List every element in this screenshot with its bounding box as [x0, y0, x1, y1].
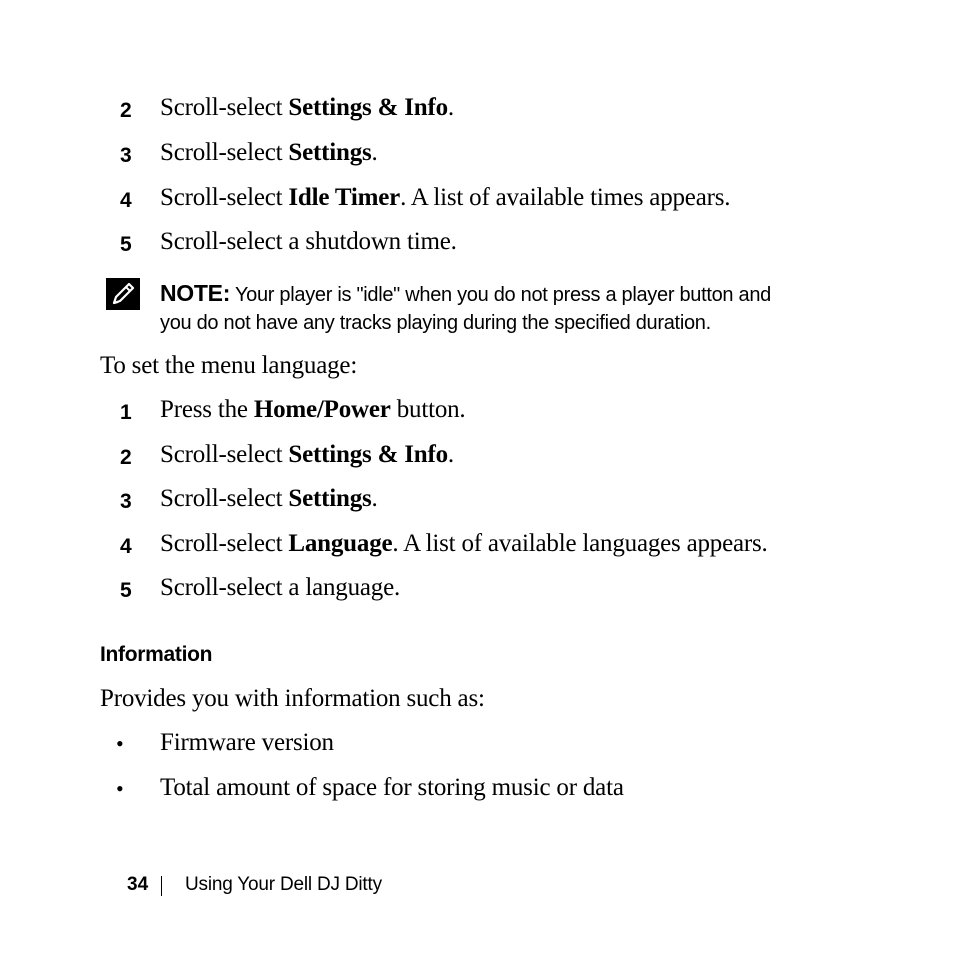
step-menu-item: Settings	[288, 139, 372, 166]
step-select-settings	[0, 139, 954, 173]
step-number: 4	[120, 189, 132, 212]
step-text-end: .	[371, 485, 378, 512]
step-text: Press the	[160, 396, 254, 423]
step-text: Scroll-select	[160, 184, 289, 211]
note-line-2	[160, 312, 711, 335]
bullet-text: Firmware version	[160, 729, 334, 756]
step-number: 2	[120, 446, 132, 469]
step-text: Scroll-select	[160, 139, 289, 166]
step-select-settings-info	[0, 94, 954, 128]
step-button-name: Home/Power	[253, 396, 391, 423]
note-pencil-icon	[106, 278, 140, 310]
step-select-shutdown-time	[0, 228, 954, 262]
step-text-end: button.	[390, 396, 466, 423]
footer-title: Using Your Dell DJ Ditty	[185, 874, 382, 895]
step-number: 5	[120, 579, 132, 602]
note-label: NOTE:	[160, 280, 231, 306]
step-menu-item: Language	[288, 530, 393, 557]
step-text-end: .	[371, 139, 378, 166]
step-menu-item: Settings & Info	[288, 94, 448, 121]
step-menu-item: Settings	[288, 485, 372, 512]
page-number: 34	[127, 874, 149, 895]
note-text-2: you do not have any tracks playing during the specified duration.	[160, 312, 711, 334]
step-menu-item: Settings & Info	[288, 441, 448, 468]
bullet-text: Total amount of space for storing music or data	[160, 774, 624, 801]
step-number: 1	[120, 401, 132, 424]
section-heading-information: Information	[100, 643, 213, 666]
step-number: 4	[120, 535, 132, 558]
step-text: Scroll-select a shutdown time.	[160, 228, 457, 255]
step-text-end: .	[447, 94, 454, 121]
language-intro: To set the menu language:	[100, 352, 358, 379]
step-select-idle-timer	[0, 184, 954, 218]
step-press-home-power	[0, 396, 954, 430]
step-number: 5	[120, 233, 132, 256]
step-number: 3	[120, 144, 132, 167]
step-text: Scroll-select	[160, 530, 289, 557]
step-select-a-language	[0, 574, 954, 608]
step-text-end: . A list of available times appears.	[400, 184, 731, 211]
step-text-end: . A list of available languages appears.	[392, 530, 768, 557]
note-line-1	[160, 280, 771, 307]
information-intro: Provides you with information such as:	[100, 685, 485, 712]
step-text-end: .	[447, 441, 454, 468]
bullet-item-firmware	[0, 729, 954, 763]
step-select-settings-info	[0, 441, 954, 475]
step-select-language	[0, 530, 954, 564]
step-select-settings	[0, 485, 954, 519]
bullet-item-storage	[0, 774, 954, 808]
step-text: Scroll-select	[160, 441, 289, 468]
step-text: Scroll-select	[160, 94, 289, 121]
step-number: 2	[120, 99, 132, 122]
bullet-icon: •	[116, 776, 124, 801]
step-text: Scroll-select a language.	[160, 574, 401, 601]
bullet-icon: •	[116, 731, 124, 756]
step-number: 3	[120, 490, 132, 513]
step-text: Scroll-select	[160, 485, 289, 512]
step-menu-item: Idle Timer	[288, 184, 401, 211]
note-text-1: Your player is "idle" when you do not press a player button and	[230, 284, 771, 306]
footer-divider	[161, 876, 162, 896]
